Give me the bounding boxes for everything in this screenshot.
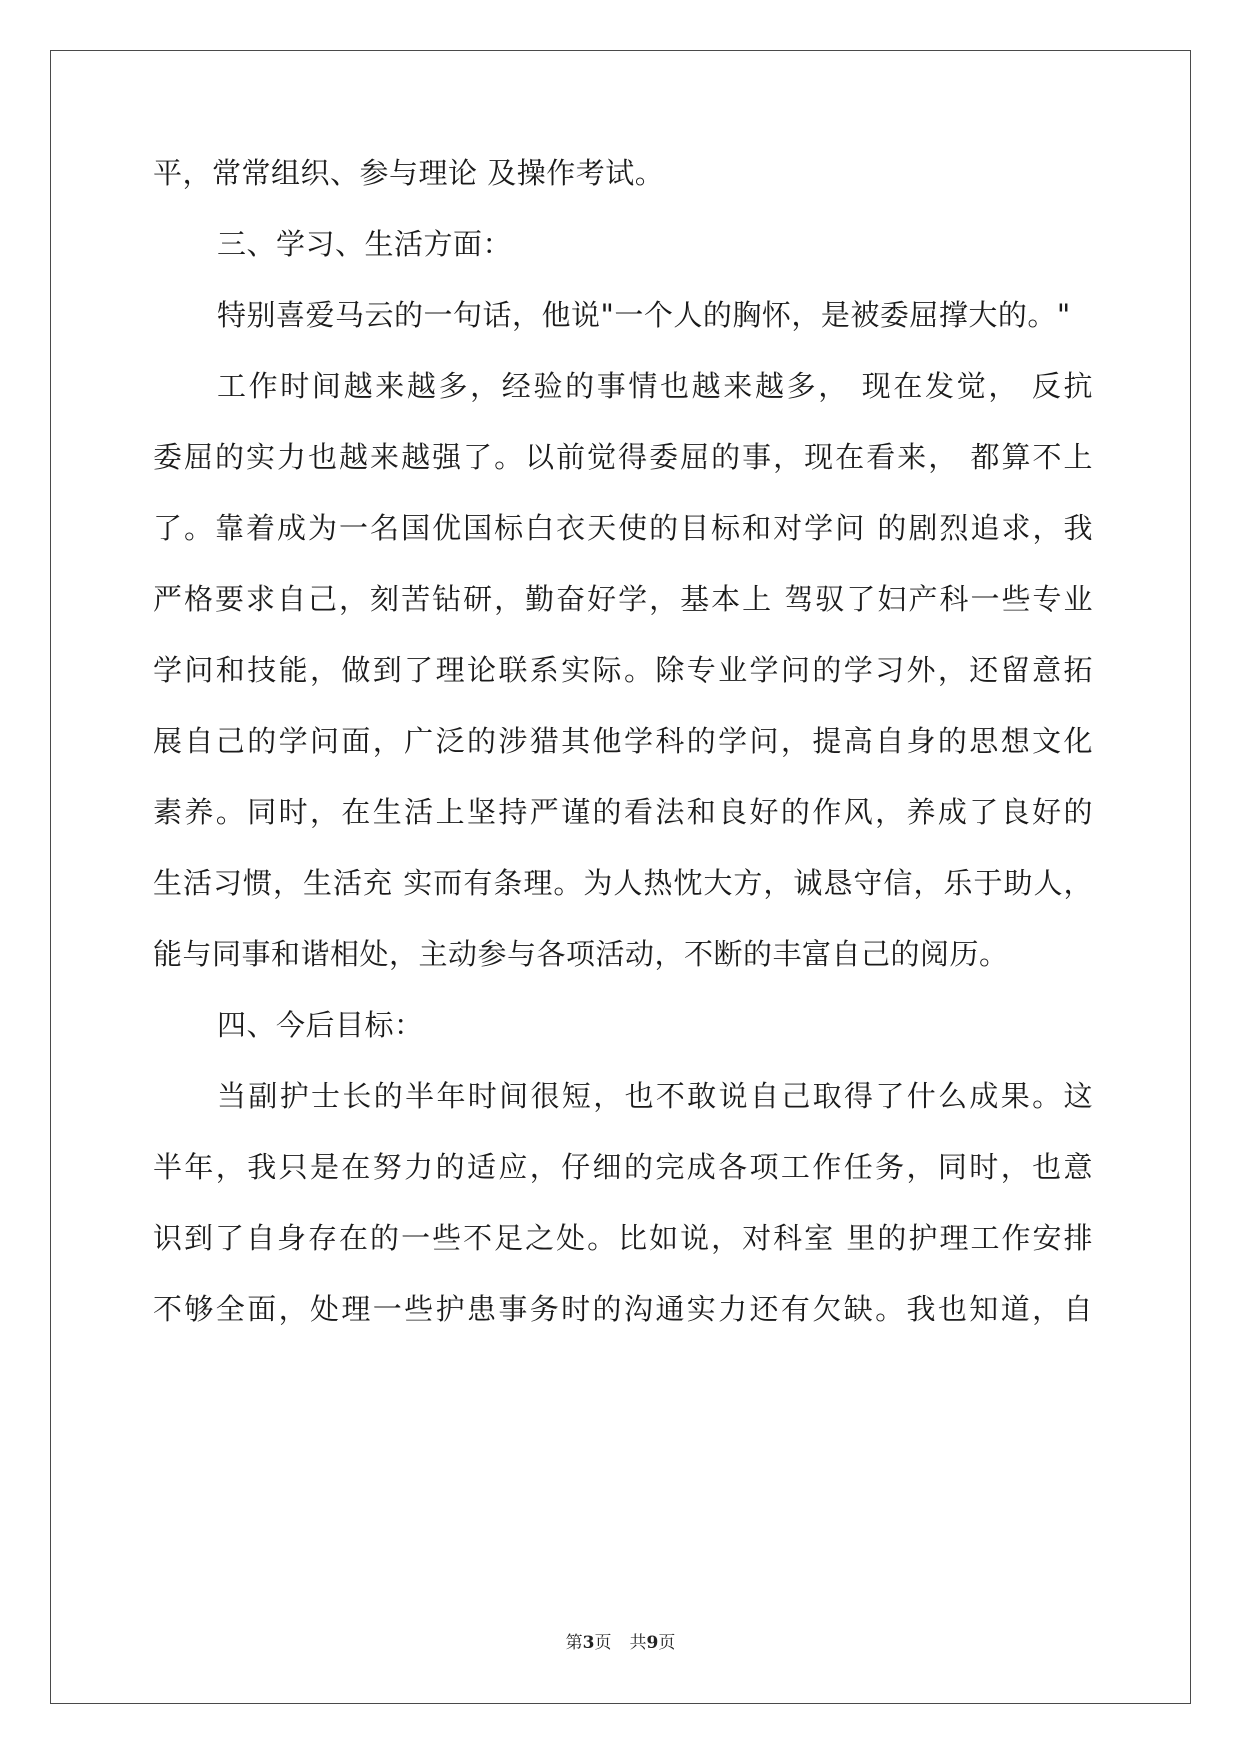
paragraph-line-7: 严格要求自己，刻苦钻研，勤奋好学，基本上 驾驭了妇产科一些专业 — [153, 582, 1093, 616]
paragraph-line-1: 平，常常组织、参与理论 及操作考试。 — [153, 156, 665, 190]
paragraph-line-10: 素养。同时，在生活上坚持严谨的看法和良好的作风，养成了良好的 — [153, 795, 1093, 829]
section-heading-study-life: 三、学习、生活方面： — [217, 227, 513, 261]
page-footer — [0, 1628, 1241, 1653]
total-prefix: 共 — [629, 1633, 647, 1653]
page-number: 3 — [582, 1633, 595, 1653]
page-suffix: 页 — [594, 1633, 612, 1653]
page-prefix: 第 — [565, 1633, 583, 1653]
paragraph-line-8: 学问和技能，做到了理论联系实际。除专业学问的学习外，还留意拓 — [153, 653, 1093, 687]
paragraph-line-3: 特别喜爱马云的一句话，他说"一个人的胸怀，是被委屈撑大的。" — [217, 298, 1071, 332]
section-heading-future-goals: 四、今后目标： — [217, 1008, 424, 1042]
paragraph-line-17: 不够全面，处理一些护患事务时的沟通实力还有欠缺。我也知道，自 — [153, 1292, 1093, 1326]
paragraph-line-4: 工作时间越来越多，经验的事情也越来越多， 现在发觉， 反抗 — [217, 369, 1093, 403]
paragraph-line-16: 识到了自身存在的一些不足之处。比如说，对科室 里的护理工作安排 — [153, 1221, 1093, 1255]
paragraph-line-15: 半年，我只是在努力的适应，仔细的完成各项工作任务，同时，也意 — [153, 1150, 1093, 1184]
paragraph-line-5: 委屈的实力也越来越强了。以前觉得委屈的事，现在看来， 都算不上 — [153, 440, 1093, 474]
paragraph-line-14: 当副护士长的半年时间很短，也不敢说自己取得了什么成果。这 — [217, 1079, 1093, 1113]
paragraph-line-12: 能与同事和谐相处，主动参与各项活动，不断的丰富自己的阅历。 — [153, 937, 1009, 971]
paragraph-line-6: 了。靠着成为一名国优国标白衣天使的目标和对学问 的剧烈追求，我 — [153, 511, 1093, 545]
paragraph-line-11: 生活习惯，生活充 实而有条理。为人热忱大方，诚恳守信，乐于助人， — [153, 866, 1093, 900]
paragraph-line-9: 展自己的学问面，广泛的涉猎其他学科的学问，提高自身的思想文化 — [153, 724, 1093, 758]
total-suffix: 页 — [658, 1633, 676, 1653]
total-pages: 9 — [646, 1633, 659, 1653]
